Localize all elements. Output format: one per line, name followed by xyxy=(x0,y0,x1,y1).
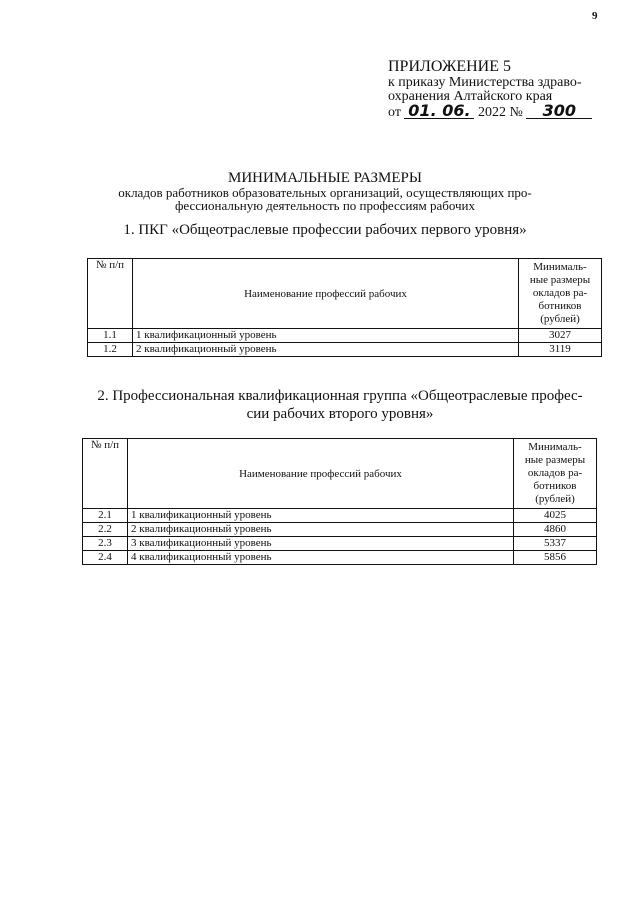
appendix-title: ПРИЛОЖЕНИЕ 5 xyxy=(388,58,512,75)
row-value: 3027 xyxy=(519,329,602,343)
header-name: Наименование профессий рабочих xyxy=(128,439,514,509)
header-num: № п/п xyxy=(88,259,133,329)
header-value xyxy=(514,439,597,509)
appendix-order-line xyxy=(388,101,628,120)
row-num: 2.4 xyxy=(83,551,128,565)
row-num: 2.1 xyxy=(83,509,128,523)
table-header-row xyxy=(83,439,597,509)
appendix-block xyxy=(388,58,628,120)
section-1-title: 1. ПКГ «Общеотраслевые профессии рабочих первого уровня» xyxy=(123,222,527,238)
heading-sub-line-2: фессиональную деятельность по профессиям рабочих xyxy=(174,198,475,213)
heading-main: МИНИМАЛЬНЫЕ РАЗМЕРЫ xyxy=(228,170,422,186)
header-value-line: Минималь- xyxy=(533,261,587,273)
appendix-line-1: к приказу Министерства здраво- xyxy=(388,75,582,90)
section-2-title xyxy=(80,387,600,423)
table-header-row xyxy=(88,259,602,329)
header-value-line: ные размеры xyxy=(524,454,586,466)
page-number: 9 xyxy=(592,10,598,22)
row-name: 4 квалификационный уровень xyxy=(128,551,514,565)
header-value-line: ботников xyxy=(538,300,582,312)
table-section-1 xyxy=(87,258,602,357)
row-name: 1 квалификационный уровень xyxy=(128,509,514,523)
table-row xyxy=(88,343,602,357)
appendix-line-2: охранения Алтайского края xyxy=(388,89,553,104)
heading-sub xyxy=(60,186,590,212)
section-2-title-line-1: 2. Профессиональная квалификационная группа «Общеотраслевые профес- xyxy=(97,388,583,404)
handwritten-order-number: 300 xyxy=(526,104,592,119)
row-name: 3 квалификационный уровень xyxy=(128,537,514,551)
header-name: Наименование профессий рабочих xyxy=(133,259,519,329)
header-value-line: (рублей) xyxy=(535,493,575,505)
row-value: 5856 xyxy=(514,551,597,565)
header-value-line: окладов ра- xyxy=(527,467,583,479)
row-num: 1.1 xyxy=(88,329,133,343)
from-label: от xyxy=(388,105,401,120)
row-name: 2 квалификационный уровень xyxy=(128,523,514,537)
row-name: 2 квалификационный уровень xyxy=(133,343,519,357)
table-section-2 xyxy=(82,438,597,565)
row-num: 1.2 xyxy=(88,343,133,357)
header-value-line: окладов ра- xyxy=(532,287,588,299)
header-value-line: (рублей) xyxy=(540,313,580,325)
row-num: 2.3 xyxy=(83,537,128,551)
table-row xyxy=(88,329,602,343)
row-value: 5337 xyxy=(514,537,597,551)
row-name: 1 квалификационный уровень xyxy=(133,329,519,343)
order-year: 2022 № xyxy=(477,105,523,120)
row-num: 2.2 xyxy=(83,523,128,537)
header-value-line: ные размеры xyxy=(529,274,591,286)
heading-sub-line-1: окладов работников образовательных организаций, осуществляющих про- xyxy=(118,185,532,200)
handwritten-date: 01. 06. xyxy=(404,104,474,119)
table-row xyxy=(83,551,597,565)
row-value: 4025 xyxy=(514,509,597,523)
header-value xyxy=(519,259,602,329)
header-num: № п/п xyxy=(83,439,128,509)
header-value-line: Минималь- xyxy=(528,441,582,453)
table-row xyxy=(83,523,597,537)
row-value: 4860 xyxy=(514,523,597,537)
table-row xyxy=(83,509,597,523)
table-row xyxy=(83,537,597,551)
section-2-title-line-2: сии рабочих второго уровня» xyxy=(246,406,434,422)
header-value-line: ботников xyxy=(533,480,577,492)
row-value: 3119 xyxy=(519,343,602,357)
